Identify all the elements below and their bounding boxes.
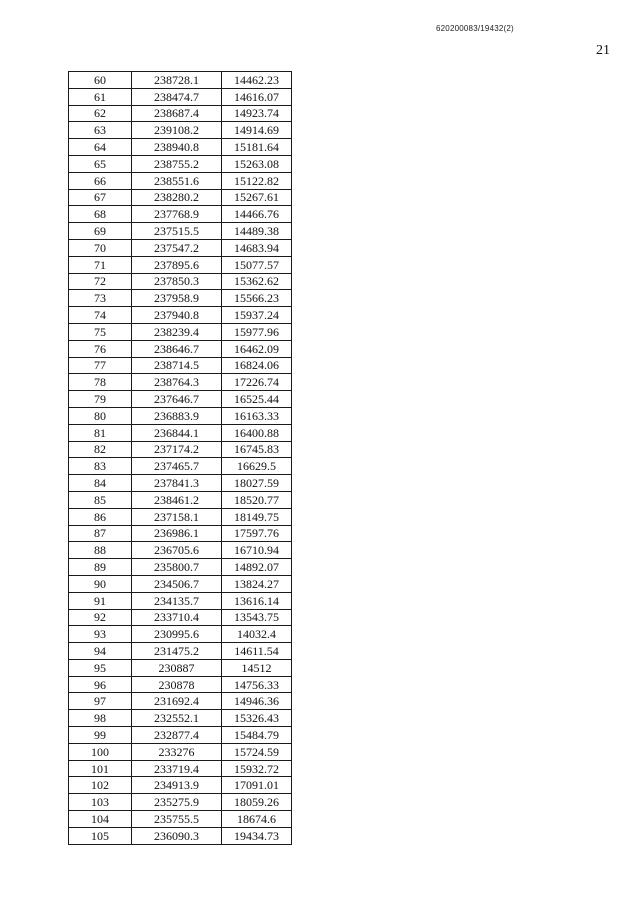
x-coordinate-cell: 235275.9	[132, 794, 222, 811]
table-row	[69, 760, 292, 777]
table-row	[69, 542, 292, 559]
point-number-cell: 77	[69, 357, 132, 374]
x-coordinate-cell: 237646.7	[132, 391, 222, 408]
x-coordinate-cell: 236883.9	[132, 407, 222, 424]
x-coordinate-cell: 231475.2	[132, 643, 222, 660]
point-number-cell: 74	[69, 307, 132, 324]
y-coordinate-cell: 14512	[222, 659, 292, 676]
table-row	[69, 592, 292, 609]
page-number: 21	[596, 43, 610, 58]
x-coordinate-cell: 236705.6	[132, 542, 222, 559]
y-coordinate-cell: 16163.33	[222, 407, 292, 424]
point-number-cell: 64	[69, 139, 132, 156]
y-coordinate-cell: 19434.73	[222, 827, 292, 844]
x-coordinate-cell: 239108.2	[132, 122, 222, 139]
x-coordinate-cell: 237174.2	[132, 441, 222, 458]
point-number-cell: 70	[69, 239, 132, 256]
x-coordinate-cell: 232877.4	[132, 727, 222, 744]
y-coordinate-cell: 17597.76	[222, 525, 292, 542]
y-coordinate-cell: 18149.75	[222, 508, 292, 525]
x-coordinate-cell: 238551.6	[132, 172, 222, 189]
table-row	[69, 743, 292, 760]
y-coordinate-cell: 13824.27	[222, 575, 292, 592]
x-coordinate-cell: 233276	[132, 743, 222, 760]
y-coordinate-cell: 18520.77	[222, 491, 292, 508]
table-row	[69, 307, 292, 324]
y-coordinate-cell: 14489.38	[222, 223, 292, 240]
y-coordinate-cell: 14756.33	[222, 676, 292, 693]
table-row	[69, 88, 292, 105]
x-coordinate-cell: 237465.7	[132, 458, 222, 475]
x-coordinate-cell: 238239.4	[132, 323, 222, 340]
table-row	[69, 256, 292, 273]
y-coordinate-cell: 15362.62	[222, 273, 292, 290]
table-row	[69, 441, 292, 458]
x-coordinate-cell: 237841.3	[132, 475, 222, 492]
table-row	[69, 659, 292, 676]
x-coordinate-cell: 236986.1	[132, 525, 222, 542]
point-number-cell: 63	[69, 122, 132, 139]
x-coordinate-cell: 237940.8	[132, 307, 222, 324]
point-number-cell: 71	[69, 256, 132, 273]
point-number-cell: 97	[69, 693, 132, 710]
point-number-cell: 67	[69, 189, 132, 206]
point-number-cell: 94	[69, 643, 132, 660]
y-coordinate-cell: 15724.59	[222, 743, 292, 760]
point-number-cell: 92	[69, 609, 132, 626]
point-number-cell: 105	[69, 827, 132, 844]
x-coordinate-cell: 233710.4	[132, 609, 222, 626]
table-row	[69, 626, 292, 643]
coordinate-table	[68, 71, 292, 845]
point-number-cell: 72	[69, 273, 132, 290]
table-row	[69, 643, 292, 660]
table-row	[69, 508, 292, 525]
x-coordinate-cell: 238646.7	[132, 340, 222, 357]
point-number-cell: 78	[69, 374, 132, 391]
y-coordinate-cell: 15122.82	[222, 172, 292, 189]
x-coordinate-cell: 237895.6	[132, 256, 222, 273]
y-coordinate-cell: 14616.07	[222, 88, 292, 105]
y-coordinate-cell: 14923.74	[222, 105, 292, 122]
x-coordinate-cell: 232552.1	[132, 710, 222, 727]
table-row	[69, 155, 292, 172]
table-row	[69, 424, 292, 441]
coordinate-table-body	[69, 72, 292, 845]
x-coordinate-cell: 237958.9	[132, 290, 222, 307]
x-coordinate-cell: 234135.7	[132, 592, 222, 609]
point-number-cell: 103	[69, 794, 132, 811]
y-coordinate-cell: 15263.08	[222, 155, 292, 172]
point-number-cell: 93	[69, 626, 132, 643]
x-coordinate-cell: 233719.4	[132, 760, 222, 777]
point-number-cell: 91	[69, 592, 132, 609]
table-row	[69, 475, 292, 492]
point-number-cell: 102	[69, 777, 132, 794]
y-coordinate-cell: 16710.94	[222, 542, 292, 559]
table-row	[69, 609, 292, 626]
point-number-cell: 87	[69, 525, 132, 542]
point-number-cell: 86	[69, 508, 132, 525]
table-row	[69, 491, 292, 508]
point-number-cell: 98	[69, 710, 132, 727]
point-number-cell: 83	[69, 458, 132, 475]
table-row	[69, 122, 292, 139]
table-row	[69, 710, 292, 727]
y-coordinate-cell: 18027.59	[222, 475, 292, 492]
point-number-cell: 75	[69, 323, 132, 340]
y-coordinate-cell: 15326.43	[222, 710, 292, 727]
y-coordinate-cell: 14032.4	[222, 626, 292, 643]
table-row	[69, 827, 292, 844]
point-number-cell: 85	[69, 491, 132, 508]
y-coordinate-cell: 16400.88	[222, 424, 292, 441]
x-coordinate-cell: 235800.7	[132, 559, 222, 576]
y-coordinate-cell: 16462.09	[222, 340, 292, 357]
point-number-cell: 90	[69, 575, 132, 592]
y-coordinate-cell: 15932.72	[222, 760, 292, 777]
x-coordinate-cell: 238764.3	[132, 374, 222, 391]
y-coordinate-cell: 14466.76	[222, 206, 292, 223]
x-coordinate-cell: 238940.8	[132, 139, 222, 156]
y-coordinate-cell: 17226.74	[222, 374, 292, 391]
x-coordinate-cell: 230887	[132, 659, 222, 676]
x-coordinate-cell: 237515.5	[132, 223, 222, 240]
y-coordinate-cell: 16629.5	[222, 458, 292, 475]
y-coordinate-cell: 14892.07	[222, 559, 292, 576]
table-row	[69, 72, 292, 89]
x-coordinate-cell: 236844.1	[132, 424, 222, 441]
point-number-cell: 82	[69, 441, 132, 458]
x-coordinate-cell: 235755.5	[132, 811, 222, 828]
x-coordinate-cell: 230878	[132, 676, 222, 693]
y-coordinate-cell: 15937.24	[222, 307, 292, 324]
y-coordinate-cell: 15484.79	[222, 727, 292, 744]
x-coordinate-cell: 237768.9	[132, 206, 222, 223]
table-row	[69, 239, 292, 256]
y-coordinate-cell: 16745.83	[222, 441, 292, 458]
point-number-cell: 76	[69, 340, 132, 357]
table-row	[69, 525, 292, 542]
x-coordinate-cell: 230995.6	[132, 626, 222, 643]
point-number-cell: 84	[69, 475, 132, 492]
point-number-cell: 89	[69, 559, 132, 576]
point-number-cell: 61	[69, 88, 132, 105]
y-coordinate-cell: 16525.44	[222, 391, 292, 408]
y-coordinate-cell: 13616.14	[222, 592, 292, 609]
table-row	[69, 811, 292, 828]
x-coordinate-cell: 237158.1	[132, 508, 222, 525]
y-coordinate-cell: 16824.06	[222, 357, 292, 374]
y-coordinate-cell: 15077.57	[222, 256, 292, 273]
table-row	[69, 391, 292, 408]
y-coordinate-cell: 18674.6	[222, 811, 292, 828]
point-number-cell: 100	[69, 743, 132, 760]
x-coordinate-cell: 238755.2	[132, 155, 222, 172]
x-coordinate-cell: 234506.7	[132, 575, 222, 592]
table-row	[69, 223, 292, 240]
point-number-cell: 68	[69, 206, 132, 223]
y-coordinate-cell: 14683.94	[222, 239, 292, 256]
y-coordinate-cell: 15977.96	[222, 323, 292, 340]
point-number-cell: 96	[69, 676, 132, 693]
x-coordinate-cell: 236090.3	[132, 827, 222, 844]
point-number-cell: 60	[69, 72, 132, 89]
table-row	[69, 290, 292, 307]
table-row	[69, 189, 292, 206]
x-coordinate-cell: 238280.2	[132, 189, 222, 206]
x-coordinate-cell: 234913.9	[132, 777, 222, 794]
point-number-cell: 62	[69, 105, 132, 122]
y-coordinate-cell: 14462.23	[222, 72, 292, 89]
table-row	[69, 374, 292, 391]
table-row	[69, 777, 292, 794]
point-number-cell: 101	[69, 760, 132, 777]
x-coordinate-cell: 238728.1	[132, 72, 222, 89]
table-row	[69, 206, 292, 223]
x-coordinate-cell: 238461.2	[132, 491, 222, 508]
table-row	[69, 727, 292, 744]
y-coordinate-cell: 17091.01	[222, 777, 292, 794]
table-row	[69, 458, 292, 475]
point-number-cell: 79	[69, 391, 132, 408]
table-row	[69, 357, 292, 374]
y-coordinate-cell: 15181.64	[222, 139, 292, 156]
table-row	[69, 676, 292, 693]
table-row	[69, 340, 292, 357]
table-row	[69, 139, 292, 156]
table-row	[69, 172, 292, 189]
point-number-cell: 95	[69, 659, 132, 676]
table-row	[69, 407, 292, 424]
y-coordinate-cell: 14946.36	[222, 693, 292, 710]
point-number-cell: 66	[69, 172, 132, 189]
x-coordinate-cell: 237547.2	[132, 239, 222, 256]
point-number-cell: 104	[69, 811, 132, 828]
table-row	[69, 105, 292, 122]
table-row	[69, 273, 292, 290]
table-row	[69, 575, 292, 592]
x-coordinate-cell: 238474.7	[132, 88, 222, 105]
table-row	[69, 323, 292, 340]
y-coordinate-cell: 14611.54	[222, 643, 292, 660]
y-coordinate-cell: 15566.23	[222, 290, 292, 307]
table-row	[69, 693, 292, 710]
x-coordinate-cell: 237850.3	[132, 273, 222, 290]
point-number-cell: 65	[69, 155, 132, 172]
point-number-cell: 81	[69, 424, 132, 441]
x-coordinate-cell: 238687.4	[132, 105, 222, 122]
point-number-cell: 73	[69, 290, 132, 307]
y-coordinate-cell: 13543.75	[222, 609, 292, 626]
y-coordinate-cell: 18059.26	[222, 794, 292, 811]
y-coordinate-cell: 15267.61	[222, 189, 292, 206]
table-row	[69, 794, 292, 811]
point-number-cell: 88	[69, 542, 132, 559]
x-coordinate-cell: 231692.4	[132, 693, 222, 710]
table-row	[69, 559, 292, 576]
document-id: 620200083/19432(2)	[436, 24, 514, 33]
point-number-cell: 99	[69, 727, 132, 744]
point-number-cell: 80	[69, 407, 132, 424]
x-coordinate-cell: 238714.5	[132, 357, 222, 374]
point-number-cell: 69	[69, 223, 132, 240]
y-coordinate-cell: 14914.69	[222, 122, 292, 139]
